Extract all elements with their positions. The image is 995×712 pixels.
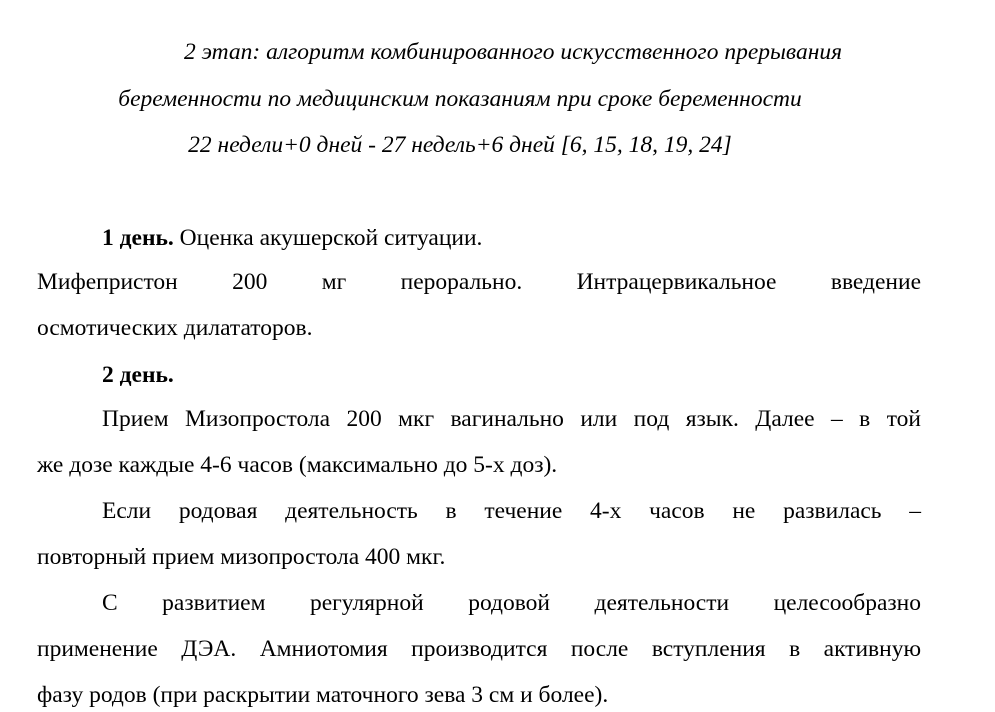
day2-label: 2 день. [102,362,174,388]
day1-line-3: осмотических дилататоров. [37,315,313,341]
day2-p1-line-1: Прием Мизопростола 200 мкг вагинально или под язык. Далее – в той [102,406,921,432]
day2-p2-line-2: повторный прием мизопростола 400 мкг. [37,544,446,570]
day1-text: Оценка акушерской ситуации. [173,225,483,251]
day2-p3-line-2: применение ДЭА. Амниотомия производится после вступления в активную [37,636,921,662]
day2-p2-line-1: Если родовая деятельность в течение 4-х часов не развилась – [102,498,921,524]
heading-line-3: 22 недели+0 дней - 27 недель+6 дней [6, 15, 18, 19, 24] [188,132,732,158]
heading-line-1: 2 этап: алгоритм комбинированного искусственного прерывания [183,39,843,65]
day2-p3-line-3: фазу родов (при раскрытии маточного зева 3 см и более). [37,682,609,708]
heading-line-2: беременности по медицинским показаниям при сроке беременности [118,86,802,112]
day1-line-2: Мифепристон 200 мг перорально. Интрацервикальное введение [37,269,921,295]
day2-p1-line-2: же дозе каждые 4-6 часов (максимально до 5-х доз). [37,452,558,478]
day1-paragraph [102,224,921,252]
day2-p3-line-1: С развитием регулярной родовой деятельности целесообразно [102,590,921,616]
day1-label: 1 день. [102,225,174,251]
